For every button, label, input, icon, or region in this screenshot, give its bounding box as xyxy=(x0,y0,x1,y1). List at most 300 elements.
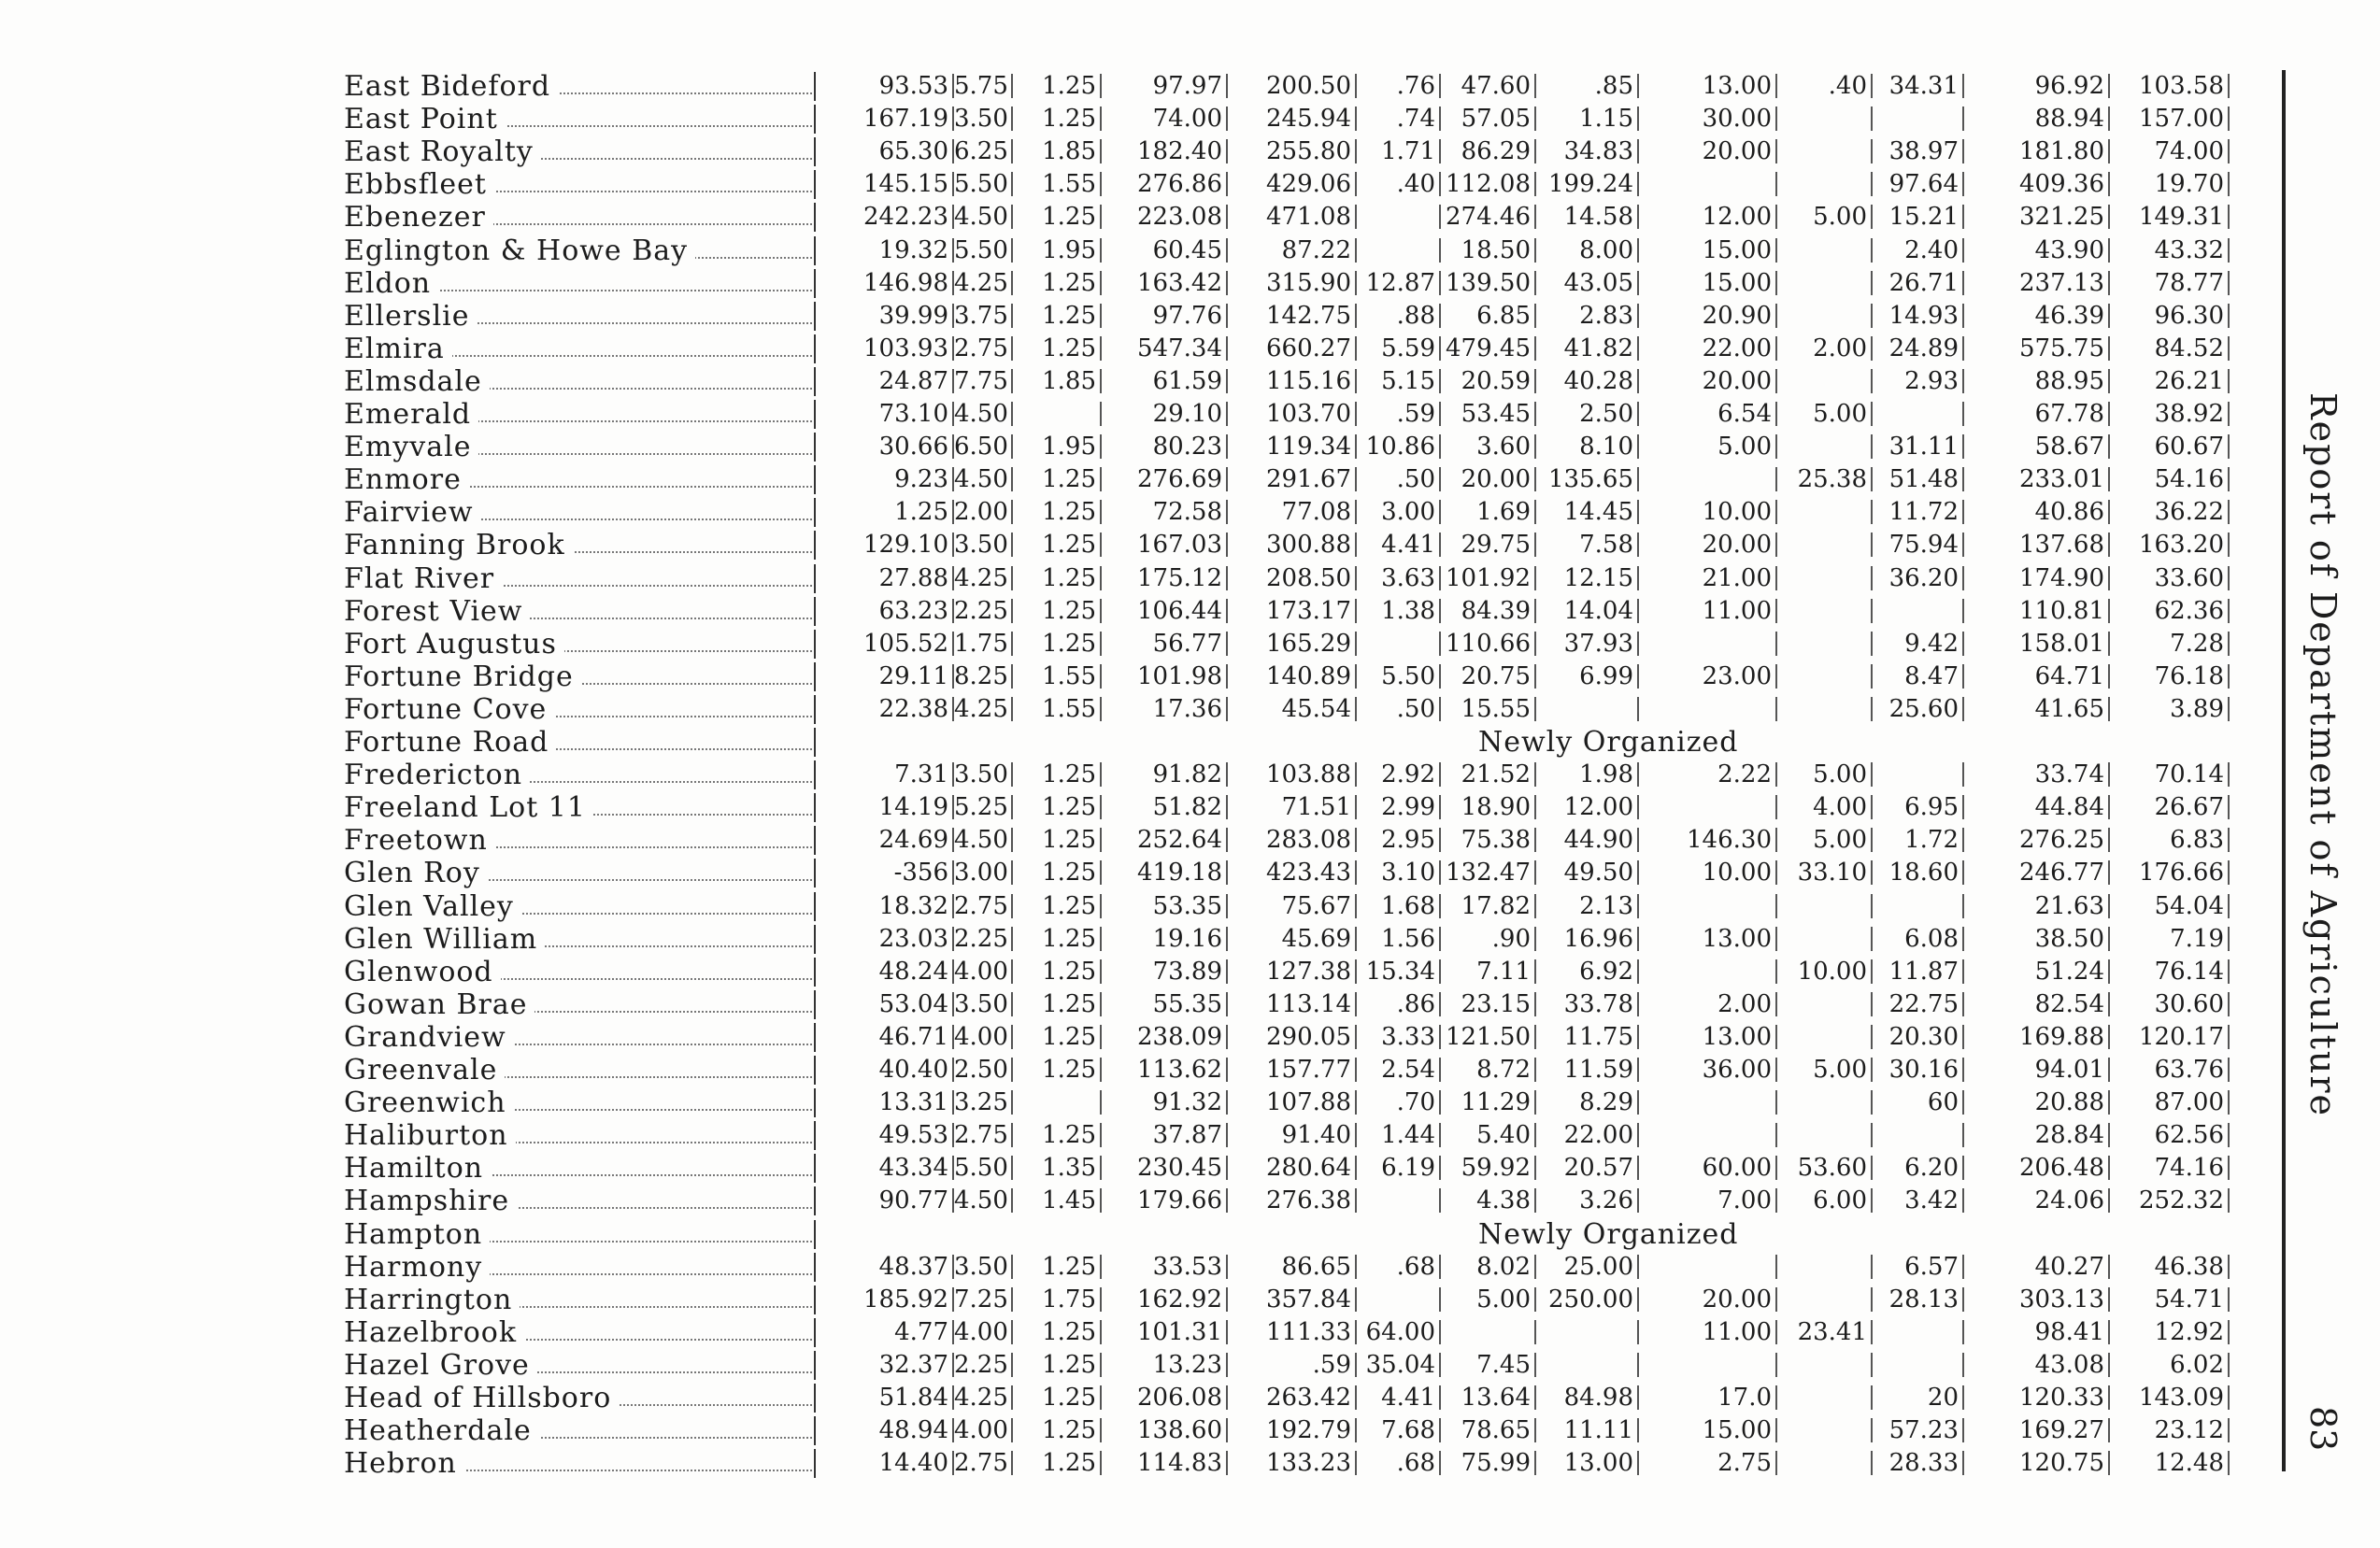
value-cell: 65.30 xyxy=(816,135,954,168)
district-name-cell xyxy=(344,1119,816,1152)
value-cell: 1.25 xyxy=(1013,595,1102,628)
value-cell: .59 xyxy=(1228,1349,1357,1382)
value-cell: 7.28 xyxy=(2110,628,2230,660)
value-cell: 1.25 xyxy=(1013,1382,1102,1414)
value-cell: 11.00 xyxy=(1639,1316,1777,1349)
value-cell xyxy=(1867,759,1964,791)
value-cell: 24.06 xyxy=(1964,1185,2110,1217)
value-cell: 33.53 xyxy=(1102,1251,1228,1284)
value-cell: 2.00 xyxy=(1639,988,1777,1021)
value-cell: 3.60 xyxy=(1441,431,1536,463)
value-cell: 15.34 xyxy=(1357,956,1441,988)
value-cell: 7.45 xyxy=(1441,1349,1536,1382)
district-name-cell xyxy=(344,496,816,529)
value-cell: 1.25 xyxy=(816,496,954,529)
value-cell: 223.08 xyxy=(1102,201,1228,234)
value-cell: 1.25 xyxy=(1013,824,1102,857)
value-cell: 11.11 xyxy=(1536,1414,1639,1447)
district-name: Flat River xyxy=(344,562,502,595)
value-cell: 63.23 xyxy=(816,595,954,628)
value-cell xyxy=(1777,300,1873,333)
value-cell: 38.97 xyxy=(1867,135,1964,168)
value-cell: 45.54 xyxy=(1228,693,1357,726)
value-cell xyxy=(1639,1119,1777,1152)
value-cell: 25.00 xyxy=(1536,1251,1639,1284)
value-cell: 4.50 xyxy=(954,463,1013,496)
value-cell: 1.98 xyxy=(1536,759,1639,791)
value-cell xyxy=(1357,234,1441,267)
value-cell: 78.65 xyxy=(1441,1414,1536,1447)
value-cell: 84.52 xyxy=(2110,333,2230,365)
value-cell: 11.59 xyxy=(1536,1054,1639,1086)
value-cell: 290.05 xyxy=(1228,1021,1357,1054)
value-cell: 32.37 xyxy=(816,1349,954,1382)
table-row xyxy=(0,266,2224,300)
value-cell: 121.50 xyxy=(1441,1021,1536,1054)
value-cell: 192.79 xyxy=(1228,1414,1357,1447)
value-cell: 73.89 xyxy=(1102,956,1228,988)
value-cell: 255.80 xyxy=(1228,135,1357,168)
value-cell: 84.39 xyxy=(1441,595,1536,628)
value-cell: 87.22 xyxy=(1228,234,1357,267)
value-cell: 1.71 xyxy=(1357,135,1441,168)
value-cell: 46.71 xyxy=(816,1021,954,1054)
value-cell: 5.59 xyxy=(1357,333,1441,365)
value-cell: 237.13 xyxy=(1964,267,2110,300)
value-cell xyxy=(1777,431,1873,463)
value-cell: 62.36 xyxy=(2110,595,2230,628)
value-cell xyxy=(1013,398,1102,431)
value-cell: 315.90 xyxy=(1228,267,1357,300)
value-cell: 3.50 xyxy=(954,1251,1013,1284)
district-name: Forest View xyxy=(344,595,530,628)
value-cell: 106.44 xyxy=(1102,595,1228,628)
value-cell xyxy=(1777,1284,1873,1316)
value-cell xyxy=(1777,988,1873,1021)
value-cell: 113.14 xyxy=(1228,988,1357,1021)
value-cell: 28.33 xyxy=(1867,1447,1964,1480)
value-cell: 6.92 xyxy=(1536,956,1639,988)
value-cell xyxy=(1867,890,1964,923)
value-cell: 5.50 xyxy=(954,234,1013,267)
value-cell: 19.16 xyxy=(1102,923,1228,956)
district-name: Fortune Road xyxy=(344,726,556,759)
value-cell: 40.40 xyxy=(816,1054,954,1086)
value-cell: 56.77 xyxy=(1102,628,1228,660)
value-cell: 409.36 xyxy=(1964,168,2110,201)
value-cell: 2.40 xyxy=(1867,234,1964,267)
value-cell: 138.60 xyxy=(1102,1414,1228,1447)
value-cell: 51.48 xyxy=(1867,463,1964,496)
value-cell xyxy=(1867,398,1964,431)
value-cell: 36.22 xyxy=(2110,496,2230,529)
value-cell: 5.00 xyxy=(1777,1054,1873,1086)
value-cell: 101.98 xyxy=(1102,660,1228,693)
vertical-rule xyxy=(2282,70,2286,1471)
table-row xyxy=(0,135,2224,169)
value-cell: 1.55 xyxy=(1013,660,1102,693)
value-cell: 120.17 xyxy=(2110,1021,2230,1054)
value-cell: 182.40 xyxy=(1102,135,1228,168)
table-row xyxy=(0,431,2224,464)
value-cell: 173.17 xyxy=(1228,595,1357,628)
district-name-cell xyxy=(344,595,816,628)
district-name-cell xyxy=(344,693,816,726)
value-cell: 97.76 xyxy=(1102,300,1228,333)
value-cell xyxy=(1777,496,1873,529)
value-cell: 28.84 xyxy=(1964,1119,2110,1152)
value-cell: 5.00 xyxy=(1777,824,1873,857)
value-cell: 16.96 xyxy=(1536,923,1639,956)
value-cell: 45.69 xyxy=(1228,923,1357,956)
value-cell: 97.97 xyxy=(1102,70,1228,103)
column-rule xyxy=(814,728,816,757)
value-cell: 64.71 xyxy=(1964,660,2110,693)
value-cell: 1.25 xyxy=(1013,1054,1102,1086)
value-cell: 34.83 xyxy=(1536,135,1639,168)
value-cell: 101.31 xyxy=(1102,1316,1228,1349)
value-cell xyxy=(1639,956,1777,988)
value-cell: 2.95 xyxy=(1357,824,1441,857)
value-cell: 59.92 xyxy=(1441,1152,1536,1185)
value-cell: 6.57 xyxy=(1867,1251,1964,1284)
value-cell: 9.42 xyxy=(1867,628,1964,660)
value-cell: 22.75 xyxy=(1867,988,1964,1021)
value-cell: 7.00 xyxy=(1639,1185,1777,1217)
value-cell: 1.85 xyxy=(1013,365,1102,398)
value-cell: 2.75 xyxy=(954,333,1013,365)
value-cell: 4.25 xyxy=(954,562,1013,595)
value-cell: 8.29 xyxy=(1536,1086,1639,1119)
value-cell: 28.13 xyxy=(1867,1284,1964,1316)
value-cell xyxy=(1639,463,1777,496)
value-cell: 6.25 xyxy=(954,135,1013,168)
table-row xyxy=(0,1020,2224,1054)
value-cell: 252.32 xyxy=(2110,1185,2230,1217)
value-cell: 33.60 xyxy=(2110,562,2230,595)
table-row xyxy=(0,660,2224,693)
value-cell: 1.25 xyxy=(1013,333,1102,365)
value-cell: 7.75 xyxy=(954,365,1013,398)
value-cell: 35.04 xyxy=(1357,1349,1441,1382)
value-cell: 15.00 xyxy=(1639,234,1777,267)
value-cell: 96.92 xyxy=(1964,70,2110,103)
table-row xyxy=(0,726,1888,759)
value-cell: 2.92 xyxy=(1357,759,1441,791)
table-row xyxy=(0,201,2224,234)
district-name: Emyvale xyxy=(344,431,478,463)
district-name-cell xyxy=(344,1382,816,1414)
value-cell: 2.99 xyxy=(1357,791,1441,824)
district-name-cell xyxy=(344,1316,816,1349)
value-cell xyxy=(1639,791,1777,824)
value-cell: 3.50 xyxy=(954,988,1013,1021)
value-cell: 1.25 xyxy=(1013,988,1102,1021)
value-cell: 73.10 xyxy=(816,398,954,431)
value-cell: 44.84 xyxy=(1964,791,2110,824)
value-cell: 4.50 xyxy=(954,824,1013,857)
value-cell: 15.55 xyxy=(1441,693,1536,726)
value-cell: 36.00 xyxy=(1639,1054,1777,1086)
value-cell: 163.20 xyxy=(2110,529,2230,561)
value-cell: 5.15 xyxy=(1357,365,1441,398)
value-cell: 185.92 xyxy=(816,1284,954,1316)
district-name: Head of Hillsboro xyxy=(344,1382,619,1414)
value-cell: 10.00 xyxy=(1777,956,1873,988)
value-cell: 6.19 xyxy=(1357,1152,1441,1185)
value-cell: 43.08 xyxy=(1964,1349,2110,1382)
value-cell: 51.82 xyxy=(1102,791,1228,824)
value-cell: 3.50 xyxy=(954,529,1013,561)
value-cell: 139.50 xyxy=(1441,267,1536,300)
district-name-cell xyxy=(344,1152,816,1185)
district-name-cell xyxy=(344,1218,816,1251)
value-cell: 23.00 xyxy=(1639,660,1777,693)
value-cell: 6.02 xyxy=(2110,1349,2230,1382)
value-cell: 4.38 xyxy=(1441,1185,1536,1217)
value-cell: 20.30 xyxy=(1867,1021,1964,1054)
value-cell xyxy=(1777,135,1873,168)
value-cell: 43.34 xyxy=(816,1152,954,1185)
value-cell: 18.50 xyxy=(1441,234,1536,267)
value-cell: 17.36 xyxy=(1102,693,1228,726)
value-cell: 57.23 xyxy=(1867,1414,1964,1447)
value-cell: 13.64 xyxy=(1441,1382,1536,1414)
district-name-cell xyxy=(344,824,816,857)
value-cell: 1.25 xyxy=(1013,1316,1102,1349)
district-name: Ebenezer xyxy=(344,201,493,234)
table-row xyxy=(0,1315,2224,1349)
value-cell: 13.00 xyxy=(1639,923,1777,956)
value-cell: 276.38 xyxy=(1228,1185,1357,1217)
value-cell: 1.25 xyxy=(1013,562,1102,595)
value-cell: 6.08 xyxy=(1867,923,1964,956)
value-cell: 74.00 xyxy=(1102,103,1228,135)
value-cell: 1.25 xyxy=(1013,529,1102,561)
value-cell: 283.08 xyxy=(1228,824,1357,857)
table-row xyxy=(0,299,2224,333)
value-cell: .59 xyxy=(1357,398,1441,431)
value-cell: 77.08 xyxy=(1228,496,1357,529)
value-cell: 72.58 xyxy=(1102,496,1228,529)
value-cell: 48.37 xyxy=(816,1251,954,1284)
value-cell: 53.45 xyxy=(1441,398,1536,431)
district-name-cell xyxy=(344,956,816,988)
value-cell: 15.00 xyxy=(1639,1414,1777,1447)
value-cell: 127.38 xyxy=(1228,956,1357,988)
value-cell: .88 xyxy=(1357,300,1441,333)
district-name-cell xyxy=(344,300,816,333)
district-name: Eldon xyxy=(344,267,438,300)
page-number xyxy=(2302,1406,2344,1462)
value-cell: 23.41 xyxy=(1777,1316,1873,1349)
value-cell: 575.75 xyxy=(1964,333,2110,365)
value-cell: 157.00 xyxy=(2110,103,2230,135)
value-cell: 238.09 xyxy=(1102,1021,1228,1054)
table-row xyxy=(0,1185,2224,1218)
value-cell: 21.52 xyxy=(1441,759,1536,791)
value-cell: 97.64 xyxy=(1867,168,1964,201)
district-name: East Royalty xyxy=(344,135,541,168)
value-cell: 103.70 xyxy=(1228,398,1357,431)
value-cell: 20.59 xyxy=(1441,365,1536,398)
value-cell: 48.24 xyxy=(816,956,954,988)
value-cell: 199.24 xyxy=(1536,168,1639,201)
value-cell: 5.00 xyxy=(1777,398,1873,431)
value-cell: 3.10 xyxy=(1357,857,1441,889)
value-cell: 280.64 xyxy=(1228,1152,1357,1185)
value-cell: 167.19 xyxy=(816,103,954,135)
value-cell: 4.00 xyxy=(954,956,1013,988)
table-row xyxy=(0,1054,2224,1086)
value-cell xyxy=(1777,1251,1873,1284)
value-cell: 276.25 xyxy=(1964,824,2110,857)
value-cell: 7.31 xyxy=(816,759,954,791)
value-cell: 4.25 xyxy=(954,693,1013,726)
table-row xyxy=(0,496,2224,530)
district-name: Gowan Brae xyxy=(344,988,534,1021)
value-cell xyxy=(1639,693,1777,726)
value-cell: 18.90 xyxy=(1441,791,1536,824)
value-cell: 143.09 xyxy=(2110,1382,2230,1414)
value-cell: 26.67 xyxy=(2110,791,2230,824)
district-name-cell xyxy=(344,168,816,201)
district-name: Ebbsfleet xyxy=(344,168,494,201)
value-cell: 76.18 xyxy=(2110,660,2230,693)
value-cell: 4.25 xyxy=(954,1382,1013,1414)
value-cell: 1.25 xyxy=(1013,1251,1102,1284)
value-cell xyxy=(1777,595,1873,628)
value-cell: 44.90 xyxy=(1536,824,1639,857)
value-cell xyxy=(1777,365,1873,398)
district-name: East Bideford xyxy=(344,70,558,103)
table-row xyxy=(0,1348,2224,1382)
value-cell: 24.89 xyxy=(1867,333,1964,365)
value-cell: 6.50 xyxy=(954,431,1013,463)
newly-organized-note: Newly Organized xyxy=(1478,1217,1739,1251)
value-cell: 8.47 xyxy=(1867,660,1964,693)
value-cell: 242.23 xyxy=(816,201,954,234)
value-cell: 41.65 xyxy=(1964,693,2110,726)
value-cell: 20.90 xyxy=(1639,300,1777,333)
value-cell: 46.38 xyxy=(2110,1251,2230,1284)
value-cell: 13.00 xyxy=(1639,1021,1777,1054)
value-cell: 9.23 xyxy=(816,463,954,496)
value-cell: 20.00 xyxy=(1639,135,1777,168)
table-row xyxy=(0,332,2224,365)
value-cell: 479.45 xyxy=(1441,333,1536,365)
value-cell: 2.22 xyxy=(1639,759,1777,791)
running-title-text: Report of Department of Agriculture xyxy=(2302,392,2344,1117)
value-cell xyxy=(1777,1086,1873,1119)
value-cell: 3.33 xyxy=(1357,1021,1441,1054)
table-row xyxy=(0,168,2224,202)
value-cell: 49.50 xyxy=(1536,857,1639,889)
value-cell: 113.62 xyxy=(1102,1054,1228,1086)
value-cell: 2.54 xyxy=(1357,1054,1441,1086)
value-cell: 22.00 xyxy=(1639,333,1777,365)
value-cell: 2.13 xyxy=(1536,890,1639,923)
value-cell: 62.56 xyxy=(2110,1119,2230,1152)
value-cell: 111.33 xyxy=(1228,1316,1357,1349)
value-cell: 246.77 xyxy=(1964,857,2110,889)
value-cell: 4.00 xyxy=(954,1021,1013,1054)
value-cell xyxy=(1639,628,1777,660)
value-cell: 1.25 xyxy=(1013,759,1102,791)
value-cell: 63.76 xyxy=(2110,1054,2230,1086)
value-cell: 1.56 xyxy=(1357,923,1441,956)
value-cell: .76 xyxy=(1357,70,1441,103)
district-name: Glen William xyxy=(344,923,545,956)
value-cell: 4.41 xyxy=(1357,1382,1441,1414)
value-cell xyxy=(1357,1185,1441,1217)
newly-organized-note: Newly Organized xyxy=(1478,726,1739,759)
value-cell: 47.60 xyxy=(1441,70,1536,103)
value-cell: 54.04 xyxy=(2110,890,2230,923)
value-cell: 101.92 xyxy=(1441,562,1536,595)
value-cell: 33.78 xyxy=(1536,988,1639,1021)
value-cell: 8.25 xyxy=(954,660,1013,693)
value-cell: 208.50 xyxy=(1228,562,1357,595)
value-cell: .86 xyxy=(1357,988,1441,1021)
table-row xyxy=(0,1382,2224,1414)
value-cell: 75.67 xyxy=(1228,890,1357,923)
value-cell: 1.44 xyxy=(1357,1119,1441,1152)
value-cell xyxy=(1777,234,1873,267)
district-name: Glen Roy xyxy=(344,857,488,889)
value-cell: 5.00 xyxy=(1639,431,1777,463)
value-cell: 19.70 xyxy=(2110,168,2230,201)
value-cell: 12.92 xyxy=(2110,1316,2230,1349)
value-cell: 71.51 xyxy=(1228,791,1357,824)
value-cell: 58.67 xyxy=(1964,431,2110,463)
value-cell: 75.38 xyxy=(1441,824,1536,857)
value-cell: 70.14 xyxy=(2110,759,2230,791)
value-cell: 1.25 xyxy=(1013,201,1102,234)
value-cell: 252.64 xyxy=(1102,824,1228,857)
district-name: Hampton xyxy=(344,1218,490,1251)
value-cell: 1.55 xyxy=(1013,693,1102,726)
value-cell: 40.28 xyxy=(1536,365,1639,398)
value-cell: 6.54 xyxy=(1639,398,1777,431)
district-name: Hazel Grove xyxy=(344,1349,537,1382)
district-name: Hamilton xyxy=(344,1152,491,1185)
district-name-cell xyxy=(344,1021,816,1054)
value-cell: 206.48 xyxy=(1964,1152,2110,1185)
value-cell: 1.35 xyxy=(1013,1152,1102,1185)
district-name: Freetown xyxy=(344,824,495,857)
value-cell xyxy=(1777,693,1873,726)
value-cell: 37.87 xyxy=(1102,1119,1228,1152)
value-cell: 1.25 xyxy=(1013,1349,1102,1382)
value-cell: 1.25 xyxy=(1013,628,1102,660)
value-cell: 112.08 xyxy=(1441,168,1536,201)
value-cell xyxy=(1357,201,1441,234)
table-row xyxy=(0,234,2224,267)
table-row xyxy=(0,1152,2224,1186)
value-cell: 1.75 xyxy=(1013,1284,1102,1316)
value-cell: 20 xyxy=(1867,1382,1964,1414)
district-name-cell xyxy=(344,431,816,463)
value-cell: 1.25 xyxy=(1013,300,1102,333)
table-row xyxy=(0,1447,2224,1481)
value-cell: 15.21 xyxy=(1867,201,1964,234)
value-cell: .90 xyxy=(1441,923,1536,956)
value-cell xyxy=(1777,923,1873,956)
district-name-cell xyxy=(344,1185,816,1217)
value-cell xyxy=(1777,660,1873,693)
value-cell: 54.71 xyxy=(2110,1284,2230,1316)
